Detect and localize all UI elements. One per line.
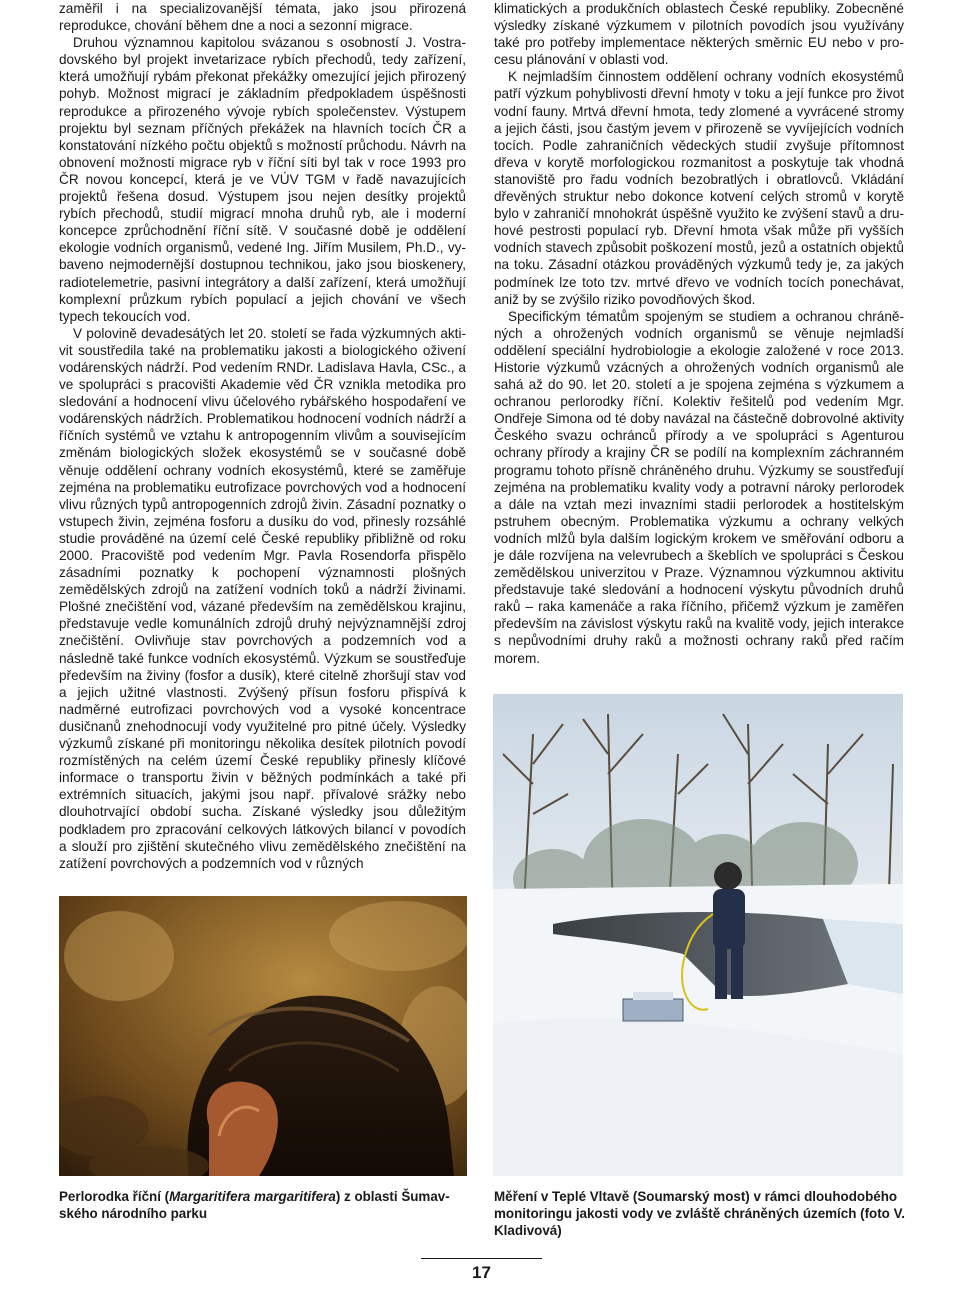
right-paragraph-1: klimatických a produkčních oblastech České republiky. Zobecněné výsledky získané výzkumem v pilotních povodích jsou využívány také pro potřeby implementace některých směrnic EU nebo v procesu plánování v oblasti vod. [494, 1, 904, 68]
caption-left-start: Perlorodka říční ( [59, 1189, 170, 1204]
left-paragraph-1: zaměřil i na specializovanější témata, jako jsou přirozená reprodukce, chování během dne a noci a sezonní migrace. [59, 1, 466, 34]
footer-rule [421, 1258, 542, 1259]
river-photo-caption: Měření v Teplé Vltavě (Soumarský most) v rámci dlouhodobého monitoringu jakosti vody ve zvláště chráněných územích (foto V. Kladivová) [494, 1189, 905, 1238]
right-paragraph-3: Specifickým tématům spojeným se studiem a ochranou chráněných a ohrožených vodních organismů se věnuje nejmladší oddělení speciální hydrobiologie a ekologie založené v roce 2013. Historie výzkumů vzácných a ohrožených vodních organismů ale sahá až do 90. let 20. století a je spojena zejména s výzkumem a ochranou perlorodky říční. Kolektiv řešitelů pod vedením Mgr. Ondřeje Simona od té doby navázal na částečně dobrovolné aktivity Českého svazu ochránců přírody a ve spolupráci s Agenturou ochrany přírody a krajiny ČR se podílí na komplexním záchranném programu tohoto přísně chráněného druhu. Výzkumy se soustřeďují zejména na problematiku kvality vody a potravní nároky perlorodek a dále na vztah mezi invazními stadii perlorodek a hostitelským pstruhem obecným. Problematika výzkumu a ochrany velkých vodních mlžů byla dalším logickým krokem ve směřování odboru a je dále rozvíjena na velevrubech a škeblích ve spolupráci s Českou zemědělskou univerzitou v Praze. Významnou výzkumnou aktivitu představuje také sledování a hodnocení výskytu původních druhů raků – raka kamenáče a raka říčního, přičemž výzkum je zaměřen především na závislost výskytu raků na kvalitě vody, jejich interakce s nepůvodními druhy raků a možnosti ochrany raků před račím morem. [494, 308, 904, 666]
page-number: 17 [472, 1263, 491, 1282]
right-paragraph-2: K nejmladším činnostem oddělení ochrany vodních ekosystémů patří výzkum pohyblivosti dřevní hmoty v toku a její funkce pro život vodní fauny. Mrtvá dřevní hmota, tedy zlomené a vyvrácené stromy a jejich části, jsou častým jevem v přirozeně se vyvíjejících vodních tocích. Podle zahraničních vědeckých studií zvyšuje přítomnost dřeva v korytě morfologickou rozmanitost a poskytuje tak vhodná stanoviště pro řadu vodních bezobratlých i obratlovců. Vkládání dřevěných struktur nebo dokonce kotvení celých stromů v korytě bylo v zahraničí mnohokrát úspěšně využito ke zvýšení stavů a druhové pestrosti populací ryb. Dřevní hmota však může při vyšších vodních stavech způsobit poškození mostů, jezů a ostatních objektů na toku. Zásadní otázkou prováděných výzkumů tedy je, za jakých podmínek lze toto tzv. mrtvé dřevo ve vodních tocích ponechávat, aniž by se zvýšilo riziko povodňových škod. [494, 69, 904, 307]
left-paragraph-3: V polovině devadesátých let 20. století se řada výzkumných aktivit soustředila také na problematiku jakosti a biologického oživení vodárenských nádrží. Pod vedením RNDr. Ladislava Havla, CSc., a ve spolupráci s pracovišti Akademie věd ČR vznikla metodika pro sledování a hodnocení vlivu účelového rybářského hospodaření ve vodárenských nádržích. Problematikou hodnocení vodních nádrží a říčních systémů ve vztahu k antropogenním vlivům a souvisejícím změnám biologických složek ekosystémů se v současné době věnuje oddělení ochrany vodních ekosystémů, které se zaměřuje zejména na problematiku eutrofizace povrchových vod a hodnocení vlivu různých typů antropogenních zdrojů živin. Zásadní poznatky o vstupech živin, zejména fosforu a dusíku do vod, přinesly rozsáhlé studie prováděné na území celé České republiky přibližně od roku 2000. Pracoviště pod vedením Mgr. Pavla Rosendorfa přispělo zásadními poznatky k pochopení významnosti plošných zemědělských zdrojů na zatížení vodních toků a nádrží živinami. Plošné znečištění vod, vázané především na zemědělskou krajinu, představuje vedle komunálních zdrojů druhý nejvýznamnější zdroj znečištění. Ovlivňuje stav povrchových a podzemních vod a následně také funkce vodních ekosystémů. Výzkum se soustřeďuje především na živiny (fosfor a dusík), které citelně zhoršují stav vod a jejich užitné vlastnosti. Zvýšený přísun fosforu přispívá k nadměrné eutrofizaci povrchových vod a vysoké koncentrace dusičnanů znehodnocují vody využitelné pro pitné účely. Výsledky výzkumů získané při monitoringu několika desítek pilotních povodí rozmístěných na celém území České republiky přinesly klíčové informace o transportu živin v běžných podmínkách a také při extrémních situacích, jakými jsou např. přívalové srážky nebo dlouhotrvající období sucha. Získané výsledky jsou důležitým podkladem pro zpracování celkových látkových bilancí v povodích a slouží pro zjištění skutečného vlivu zemědělského znečištění na zatížení povrchových a podzemních vod v různých [59, 325, 466, 871]
left-text-column [59, 0, 466, 872]
right-text-column [494, 0, 904, 667]
river-monitoring-photo [493, 694, 903, 1176]
pearl-mussel-photo [59, 896, 467, 1176]
mussel-photo-caption [59, 1188, 469, 1222]
caption-left-species: Margaritifera margaritifera [169, 1189, 336, 1204]
left-paragraph-2: Druhou významnou kapitolou svázanou s osobností J. Vostradovského byl projekt invetarizace rybích přechodů, tedy zařízení, která umožňují rybám překonat překážky omezující jejich přirozený pohyb. Možnost migrací je základním předpokladem úspěšnosti reprodukce a přirozeného vývoje rybích společenstev. Výstupem projektu byl seznam příčných překážek na hlavních tocích ČR a konstatování nízkého počtu objektů s možností průchodu. Návrh na obnovení možnosti migrace ryb v říční síti byl tak v roce 1993 pro ČR novou koncepcí, která je ve VÚV TGM v řadě navazujících projektů řešena dosud. Výstupem jsou nejen desítky projektů rybích přechodů, studií migrací mnoha druhů ryb, ale i moderní koncepce zprůchodnění říční sítě. V současné době je oddělení ekologie vodních organismů, vedené Ing. Jiřím Musilem, Ph.D., vybaveno nejmodernější dostupnou technikou, jako jsou bioskenery, radiotelemetrie, pasivní integrátory a další zařízení, která umožňují komplexní průzkum rybích populací a jejich chování ve všech typech tekoucích vod. [59, 35, 466, 324]
caption-left-end: ) z oblasti Šumavského národního parku [59, 1189, 450, 1221]
